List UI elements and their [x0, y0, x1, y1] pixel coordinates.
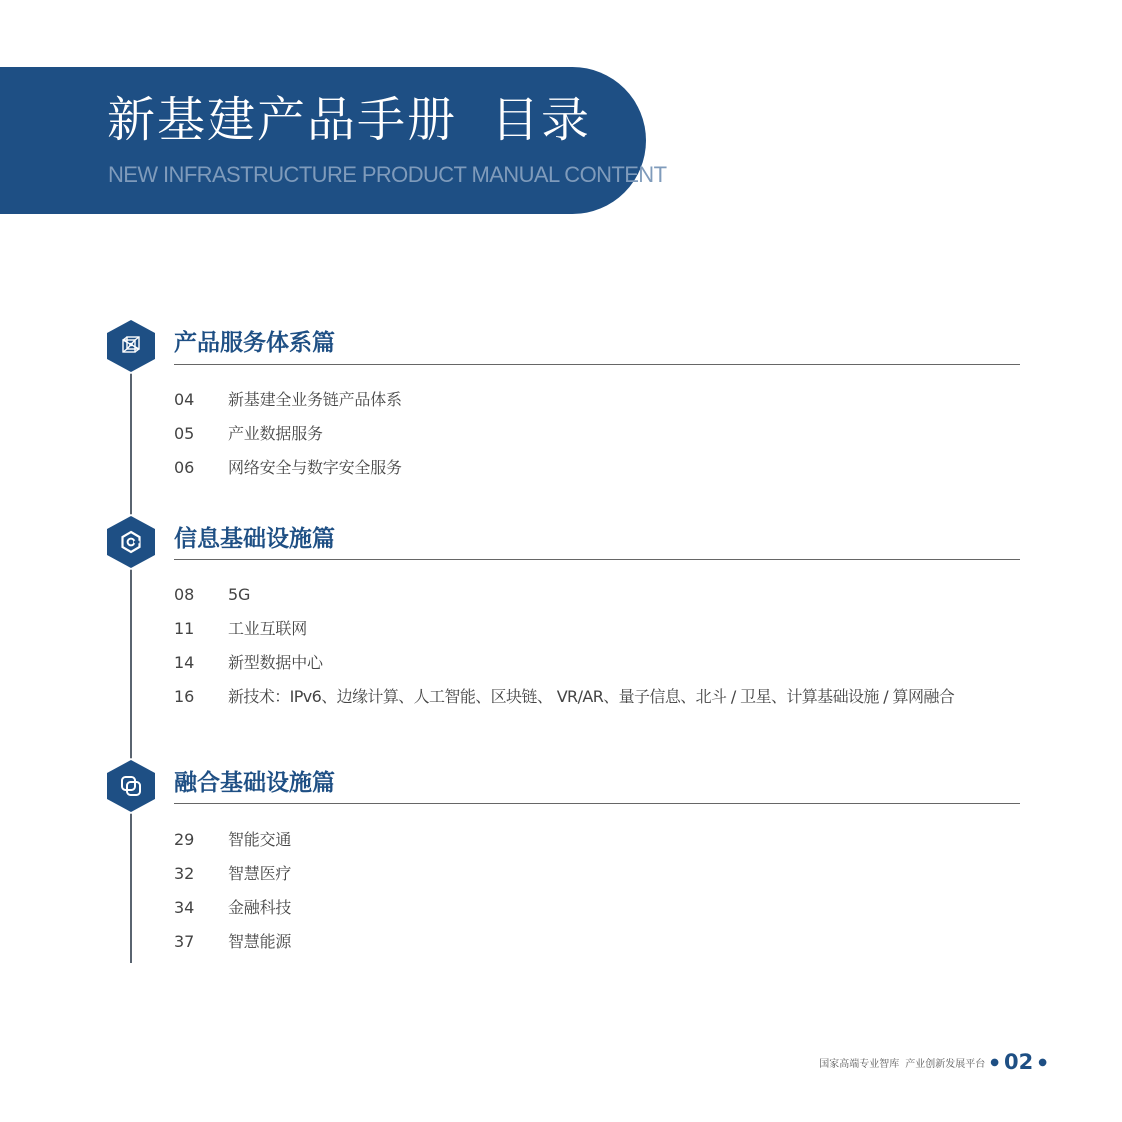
entry-label: 新技术：IPv6、边缘计算、人工智能、区块链、 VR/AR、量子信息、北斗 / 卫星、计算基础设施 / 算网融合	[228, 687, 955, 706]
page-number: 04	[174, 390, 195, 409]
timeline-line	[130, 346, 132, 963]
section-title: 融合基础设施篇	[174, 770, 335, 796]
entry-label: 产业数据服务	[228, 424, 323, 443]
entry-label: 智能交通	[228, 830, 292, 849]
section-title: 产品服务体系篇	[174, 330, 335, 356]
page-number: 08	[174, 585, 195, 604]
page-number: 11	[174, 619, 195, 638]
page-number: 37	[174, 932, 195, 951]
entry-label: 网络安全与数字安全服务	[228, 458, 402, 477]
entry-label: 5G	[228, 585, 251, 604]
entry-label: 工业互联网	[228, 619, 308, 638]
page-number: 06	[174, 458, 195, 477]
page-title	[107, 88, 591, 152]
page-subtitle: NEW INFRASTRUCTURE PRODUCT MANUAL CONTENT	[108, 162, 667, 187]
footer-org-right: 产业创新发展平台	[905, 1058, 986, 1070]
footer-dot-icon: ●	[990, 1056, 1000, 1068]
entry-label: 新型数据中心	[228, 653, 323, 672]
overlap-squares-icon	[119, 774, 143, 798]
hexagon-gear-icon	[119, 530, 143, 554]
cube-network-icon	[119, 334, 143, 358]
section-divider	[174, 803, 1020, 804]
page-number: 16	[174, 687, 195, 706]
section-divider	[174, 364, 1020, 365]
entry-label: 智慧医疗	[228, 864, 292, 883]
footer-org-left: 国家高端专业智库	[819, 1058, 900, 1070]
entry-label: 智慧能源	[228, 932, 292, 951]
section-title: 信息基础设施篇	[174, 526, 335, 552]
page-number: 29	[174, 830, 195, 849]
page-number: 05	[174, 424, 195, 443]
footer-page-number: 02	[1004, 1050, 1034, 1074]
manual-title: 新基建产品手册	[107, 92, 458, 148]
page-number: 34	[174, 898, 195, 917]
entry-label: 金融科技	[228, 898, 292, 917]
section-divider	[174, 559, 1020, 560]
toc-title: 目录	[491, 92, 592, 148]
page-number: 14	[174, 653, 195, 672]
footer-dot-icon: ●	[1038, 1056, 1047, 1068]
page-number: 32	[174, 864, 195, 883]
page-footer	[819, 1048, 1052, 1076]
entry-label: 新基建全业务链产品体系	[228, 390, 402, 409]
